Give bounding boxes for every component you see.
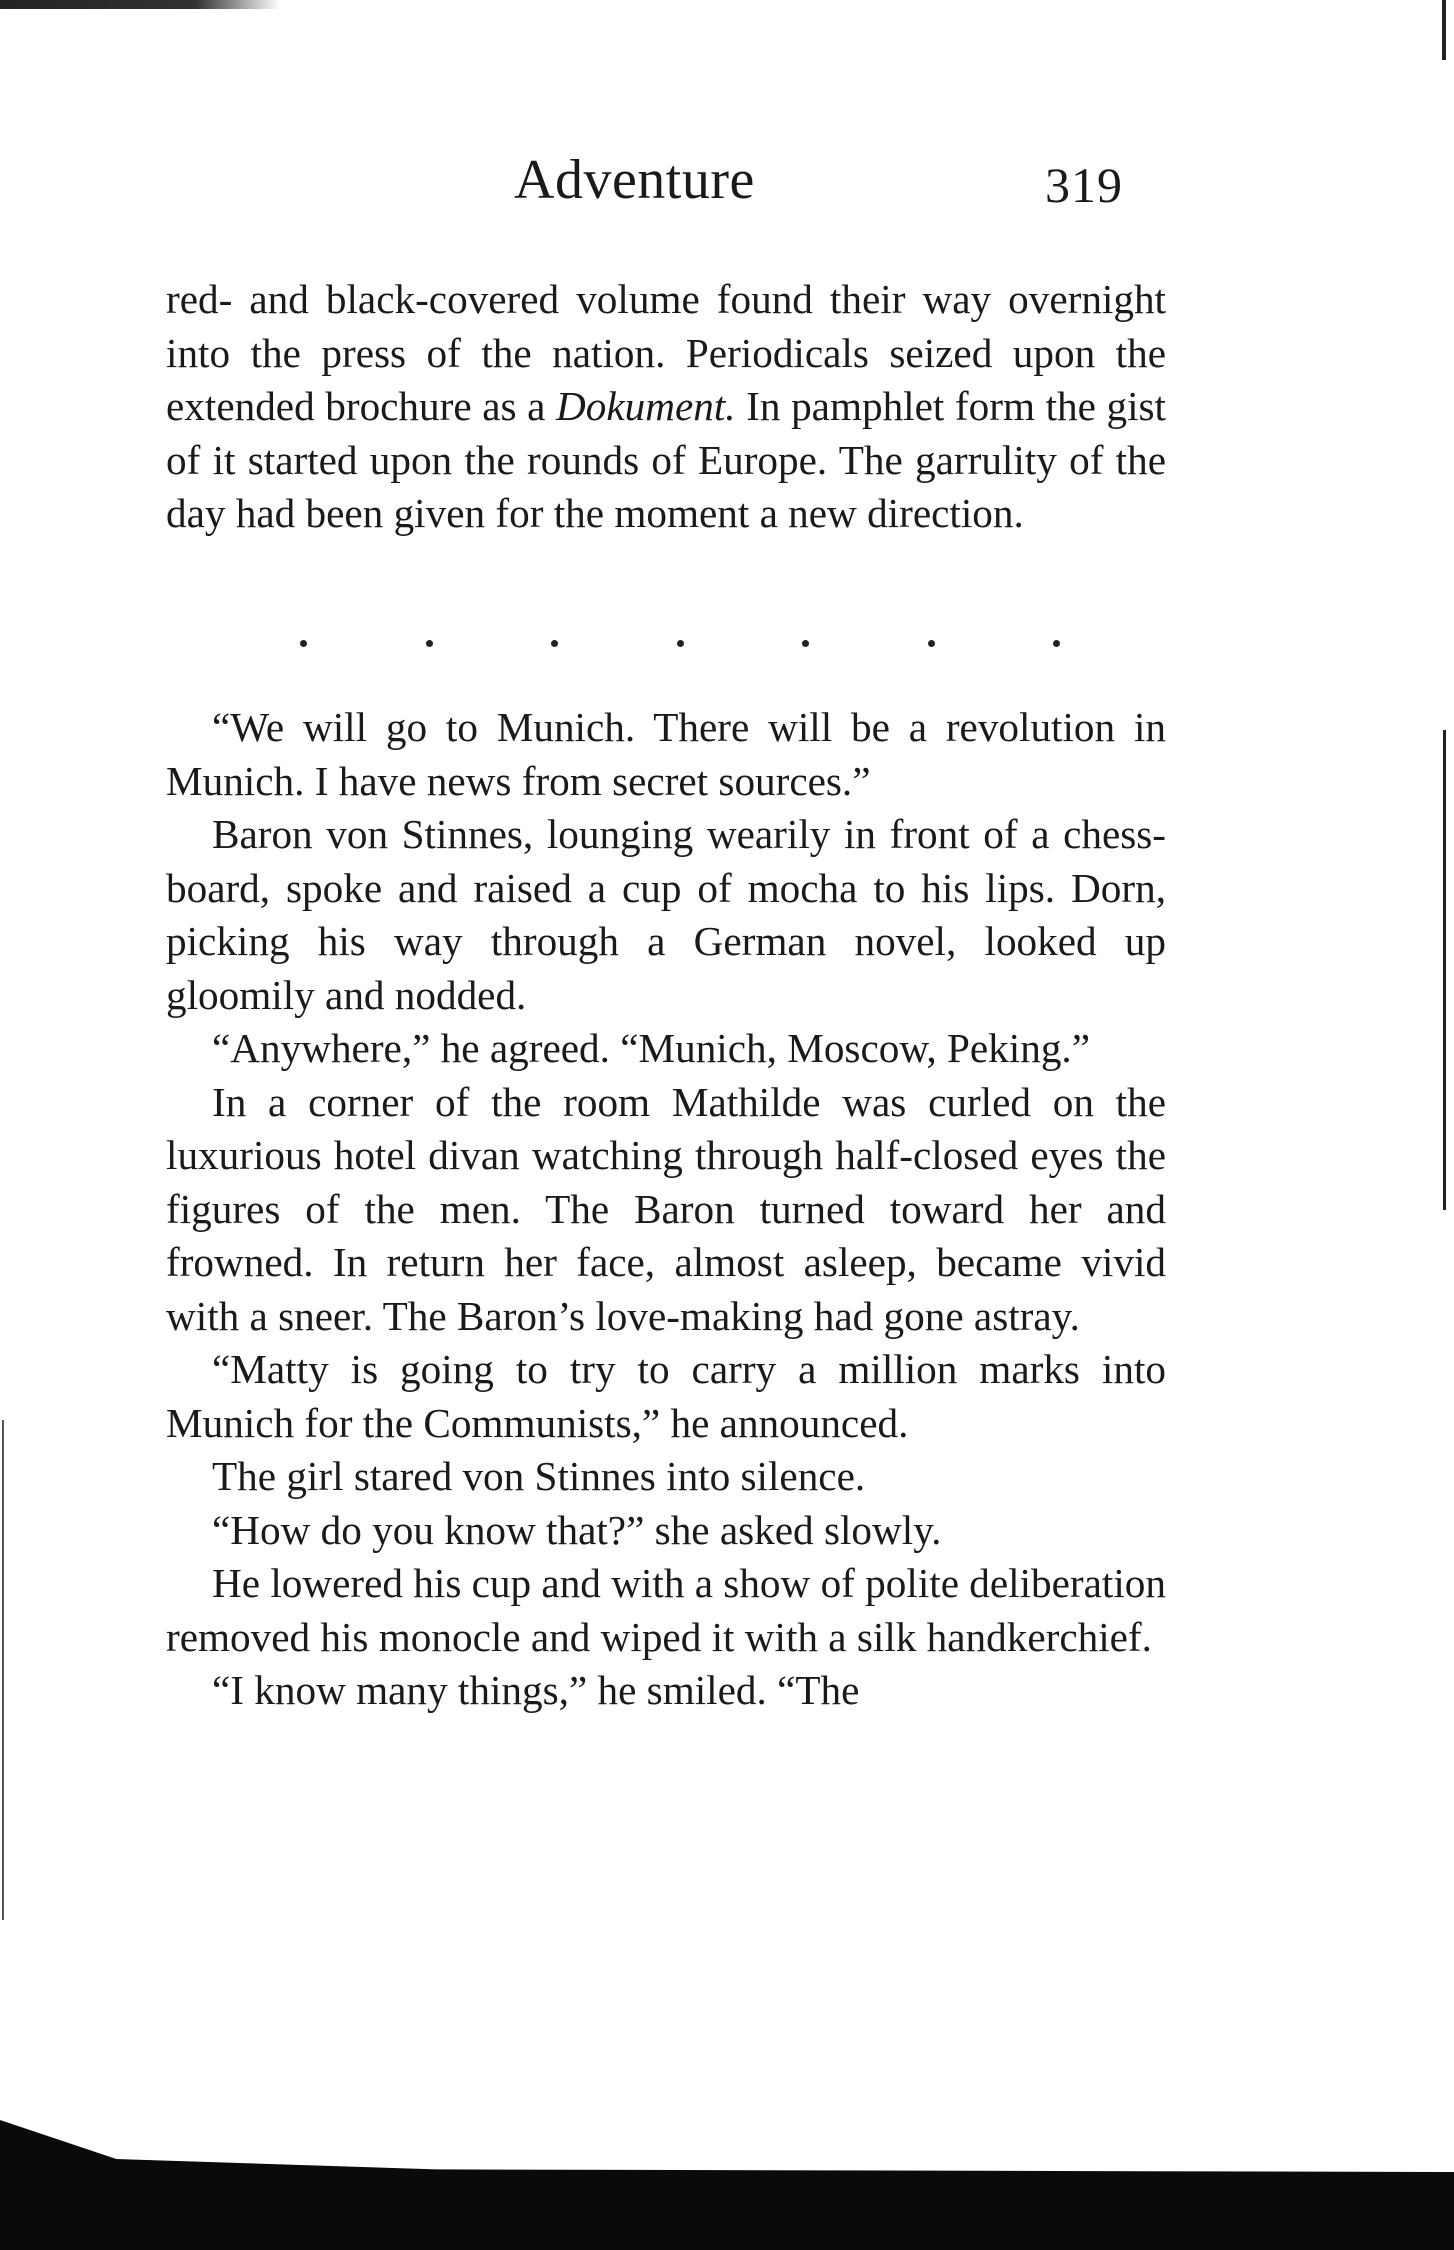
dot bbox=[802, 640, 809, 647]
paragraph: “We will go to Munich. There will be a revolution in Munich. I have news from secret sources.” bbox=[166, 704, 1166, 804]
paragraph: The girl stared von Stinnes into silence. bbox=[212, 1453, 866, 1499]
page-title: Adventure bbox=[514, 149, 755, 211]
dot bbox=[928, 640, 935, 647]
scan-edge-bottom bbox=[0, 2120, 1454, 2250]
paragraph: He lowered his cup and with a show of polite deliberation removed his monocle and wiped it with a silk handkerchief. bbox=[166, 1560, 1166, 1660]
running-head bbox=[0, 148, 1454, 218]
scan-edge-left bbox=[2, 1420, 4, 1920]
paragraph: Baron von Stinnes, lounging wearily in front of a chess-board, spoke and raised a cup of mocha to his lips. Dorn, picking his way through a German novel, looked up gloomily and nodded. bbox=[166, 811, 1166, 1018]
paragraph: “How do you know that?” she asked slowly. bbox=[212, 1506, 942, 1553]
paragraph-text: In pamphlet form the gist of it started upon the rounds of Europe. The garrulity of the day had been given for the moment a new direction. bbox=[166, 383, 1167, 536]
dot bbox=[300, 640, 307, 647]
paragraph bbox=[166, 273, 1166, 541]
page-number: 319 bbox=[1045, 157, 1123, 213]
paragraph-text: red- and black-covered volume found their way overnight into the press of the nation. Periodicals seized upon the extended brochure as a bbox=[166, 276, 1166, 429]
section-1-text bbox=[166, 273, 1166, 541]
paragraph: “Anywhere,” he agreed. “Munich, Moscow, Peking.” bbox=[212, 1025, 1090, 1071]
dot bbox=[677, 640, 684, 647]
dot bbox=[551, 640, 558, 647]
scan-edge-right-middle bbox=[1443, 730, 1446, 1210]
section-2-text bbox=[166, 701, 1166, 1718]
emphasis-text: Dokument. bbox=[556, 383, 736, 429]
paragraph: In a corner of the room Mathilde was curled on the luxurious hotel divan watching through half-closed eyes the figures of the men. The Baron turned toward her and frowned. In return her face, almost asleep, became vivid with a sneer. The Baron’s love-making had gone astray. bbox=[166, 1078, 1166, 1339]
scan-edge-top bbox=[0, 0, 280, 9]
dot bbox=[426, 640, 433, 647]
scan-edge-right-top bbox=[1442, 0, 1446, 60]
paragraph: “Matty is going to try to carry a million marks into Munich for the Communists,” he announced. bbox=[166, 1346, 1166, 1446]
paragraph: “I know many things,” he smiled. “The bbox=[212, 1667, 860, 1713]
section-break-dots bbox=[300, 633, 1060, 653]
dot bbox=[1053, 640, 1060, 647]
